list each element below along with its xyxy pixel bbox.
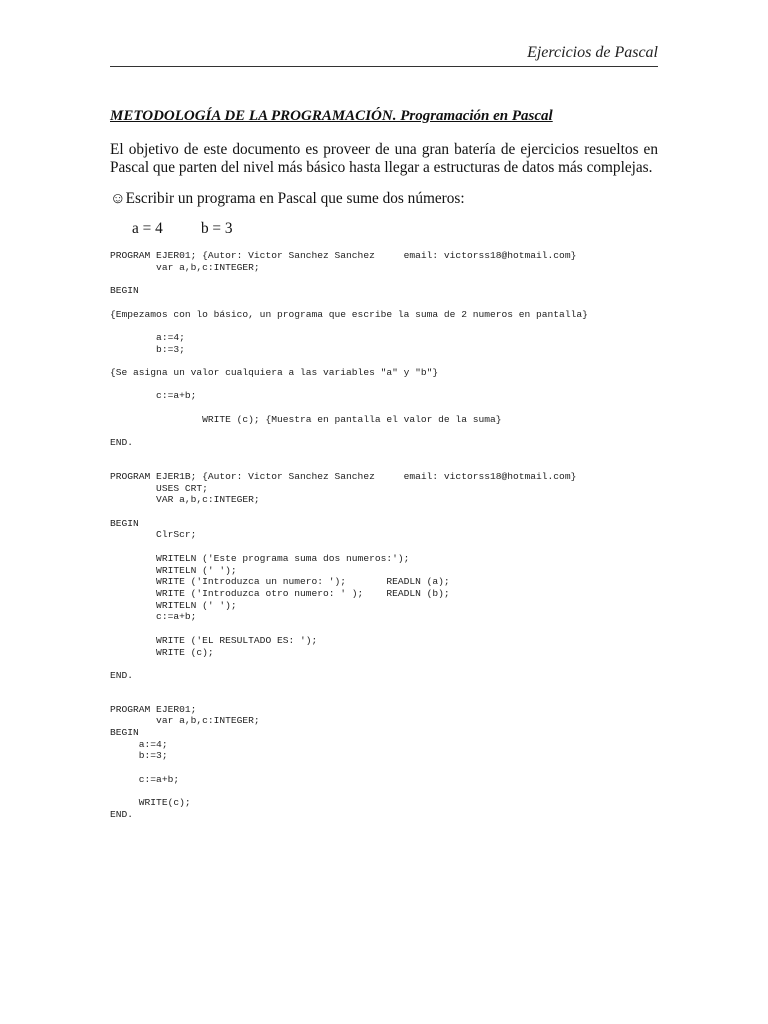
exercise-values: a = 4 b = 3 <box>132 220 233 237</box>
code-block-ejer01: PROGRAM EJER01; {Autor: Victor Sanchez Sanchez email: victorss18@hotmail.com} var a,b,c:INTEGER; BEGIN {Empezamos con lo básico, un programa que escribe la suma de 2 numeros en pantalla} a:=4; b:=3; {Se asigna un valor cualquiera a las variables "a" y "b"} c:=a+b; WRITE (c); {Muestra en pantalla el valor de la suma} END. <box>110 250 588 449</box>
intro-paragraph: El objetivo de este documento es proveer de una gran batería de ejercicios resueltos en Pascal que parten del nivel más básico hasta llegar a estructuras de datos más complejas. <box>110 141 658 176</box>
code-block-ejer1b: PROGRAM EJER1B; {Autor: Victor Sanchez Sanchez email: victorss18@hotmail.com} USES CRT; VAR a,b,c:INTEGER; BEGIN ClrScr; WRITELN ('Este programa suma dos numeros:'); WRITELN (' '); WRITE ('Introduzca un numero: '); READLN (a); WRITE ('Introduzca otro numero: ' ); READLN (b); WRITELN (' '); c:=a+b; WRITE ('EL RESULTADO ES: '); WRITE (c); END. <box>110 470 577 681</box>
header-title: Ejercicios de Pascal <box>527 44 658 61</box>
code-block-ejer01-short: PROGRAM EJER01; var a,b,c:INTEGER; BEGIN a:=4; b:=3; c:=a+b; WRITE(c); END. <box>110 703 260 820</box>
document-body <box>110 108 658 833</box>
exercise-statement: ☺Escribir un programa en Pascal que sume dos números: <box>110 190 465 207</box>
header-divider <box>110 66 658 67</box>
document-title: METODOLOGÍA DE LA PROGRAMACIÓN. Programación en Pascal <box>110 108 553 124</box>
